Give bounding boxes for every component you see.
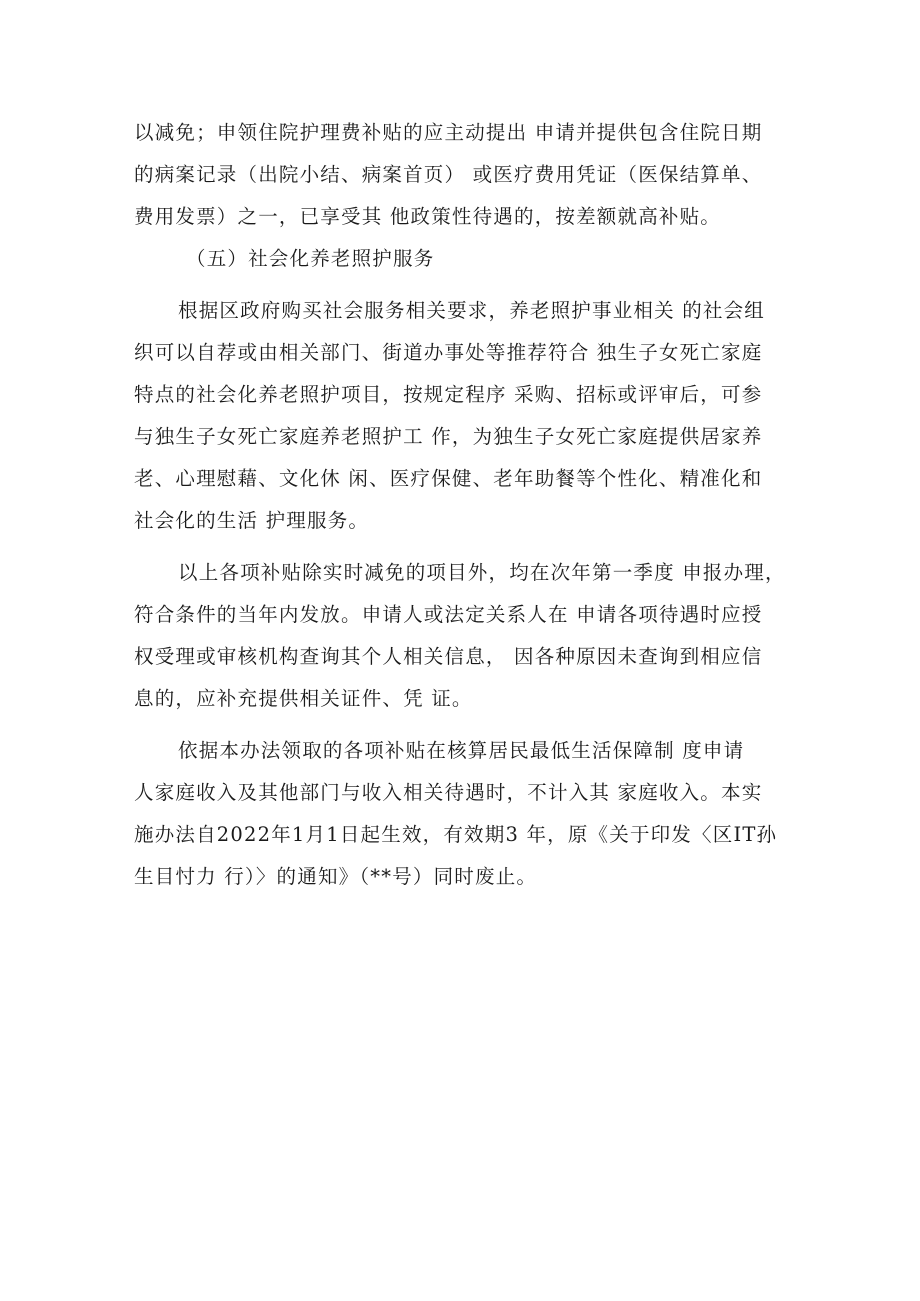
text-line: 施办法自2022年1月1日起生效，有效期3 年，原《关于印发〈区IT孙 <box>134 823 778 846</box>
section-heading-5: （五）社会化养老照护服务 <box>186 247 435 270</box>
paragraph-gap <box>134 720 794 730</box>
text-line: 老、心理慰藉、文化休 闲、医疗保健、老年助餐等个性化、精准化和 <box>134 467 763 490</box>
text-line: 生目忖力 行）〉的通知》（**号）同时废止。 <box>134 865 538 888</box>
text-line: 根据区政府购买社会服务相关要求，养老照护事业相关 的社会组 <box>178 299 765 322</box>
text-line: 依据本办法领取的各项补贴在核算居民最低生活保障制 度申请 <box>178 739 745 762</box>
text-line: 人家庭收入及其他部门与收入相关待遇时，不计入其 家庭收入。本实 <box>134 781 763 804</box>
text-line: 以减免；申领住院护理费补贴的应主动提出 申请并提供包含住院日期 <box>134 121 763 144</box>
text-line: 费用发票）之一，已享受其 他政策性待遇的，按差额就高补贴。 <box>134 205 721 228</box>
text-line: 权受理或审核机构查询其个人相关信息， 因各种原因未查询到相应信 <box>134 645 763 668</box>
text-line: 符合条件的当年内发放。申请人或法定关系人在 申请各项待遇时应授 <box>134 603 763 626</box>
text-line: 社会化的生活 护理服务。 <box>134 509 370 532</box>
text-line: 织可以自荐或由相关部门、街道办事处等推荐符合 独生子女死亡家庭 <box>134 341 763 364</box>
paragraph-effective-date <box>134 730 794 898</box>
paragraph-reduction-exemption <box>134 112 794 238</box>
paragraph-gap <box>134 542 794 552</box>
text-line: 息的，应补充提供相关证件、凭 证。 <box>134 687 473 710</box>
paragraph-social-elderly-care <box>134 290 794 542</box>
text-line: 与独生子女死亡家庭养老照护工 作，为独生子女死亡家庭提供居家养 <box>134 425 763 448</box>
text-line: 以上各项补贴除实时减免的项目外，均在次年第一季度 申报办理， <box>178 561 786 584</box>
paragraph-application-timing <box>134 552 794 720</box>
text-line: 特点的社会化养老照护项目，按规定程序 采购、招标或评审后，可参 <box>134 383 763 406</box>
document-body <box>134 112 794 898</box>
paragraph-gap <box>134 280 794 290</box>
text-line: 的病案记录（出院小结、病案首页） 或医疗费用凭证（医保结算单、 <box>134 163 763 186</box>
